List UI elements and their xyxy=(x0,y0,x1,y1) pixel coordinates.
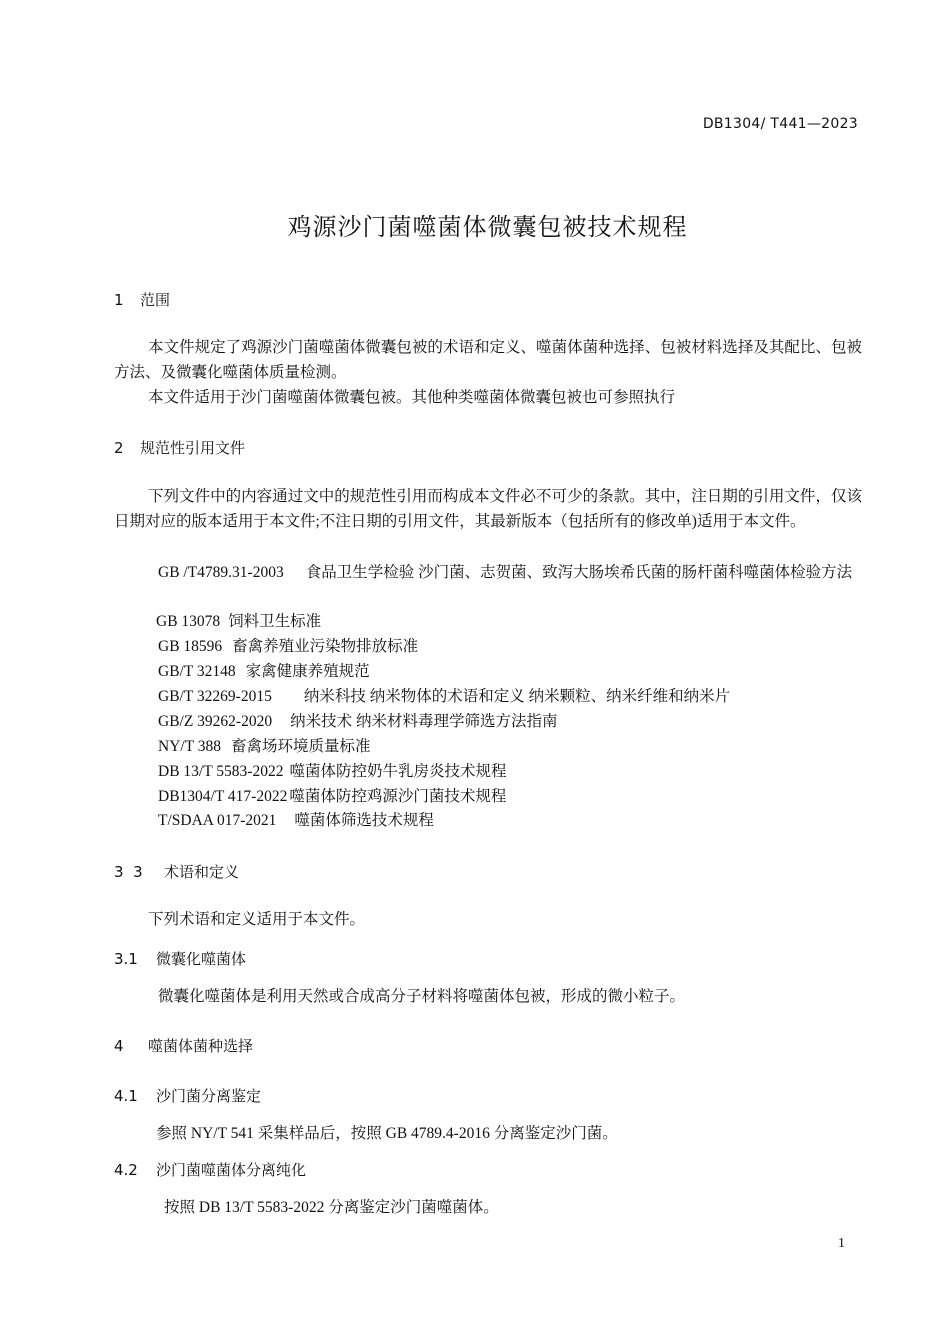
reference-code: GB /T4789.31-2003 xyxy=(158,564,284,581)
section-number: 3 3 xyxy=(114,863,143,881)
paragraph: 微囊化噬菌体是利用天然或合成高分子材料将噬菌体包被，形成的微小粒子。 xyxy=(158,988,686,1005)
reference-code: GB 13078 xyxy=(156,613,221,630)
section-number: 2 xyxy=(114,439,124,457)
reference-name: 噬菌体防控奶牛乳房炎技术规程 xyxy=(289,763,507,780)
reference-code: T/SDAA 017-2021 xyxy=(158,812,277,829)
reference-code: DB 13/T 5583-2022 xyxy=(158,763,284,780)
paragraph: 按照 DB 13/T 5583-2022 分离鉴定沙门菌噬菌体。 xyxy=(164,1199,499,1216)
document-code: DB1304/ T441—2023 xyxy=(702,116,858,132)
paragraph: 下列术语和定义适用于本文件。 xyxy=(148,911,366,928)
section-number: 4 xyxy=(114,1037,124,1055)
section-heading-4 xyxy=(114,1035,253,1056)
section-number: 1 xyxy=(114,291,124,309)
paragraph: 下列文件中的内容通过文中的规范性引用而构成本文件必不可少的条款。其中，注日期的引用文件，仅该日期对应的版本适用于本文件;不注日期的引用文件，其最新版本（包括所有的修改单)适用于本文件。 xyxy=(114,488,862,530)
reference-code: GB/T 32269-2015 xyxy=(158,688,272,705)
subsection-heading-4-2 xyxy=(114,1159,306,1180)
reference-item xyxy=(158,684,730,709)
reference-item xyxy=(114,560,862,585)
section-title: 沙门菌分离鉴定 xyxy=(156,1087,262,1105)
section-heading-1 xyxy=(114,289,170,310)
reference-item xyxy=(158,808,434,833)
subsection-heading-3-1 xyxy=(114,948,246,969)
section-title: 微囊化噬菌体 xyxy=(156,950,247,968)
reference-item xyxy=(156,609,321,634)
reference-name: 食品卫生学检验 沙门菌、志贺菌、致泻大肠埃希氏菌的肠杆菌科噬菌体检验方法 xyxy=(305,564,853,581)
paragraph: 本文件规定了鸡源沙门菌噬菌体微囊包被的术语和定义、噬菌体菌种选择、包被材料选择及其配比、包被方法、及微囊化噬菌体质量检测。 xyxy=(114,339,862,381)
reference-name: 纳米科技 纳米物体的术语和定义 纳米颗粒、纳米纤维和纳米片 xyxy=(303,688,731,705)
reference-code: DB1304/T 417-2022 xyxy=(158,788,288,805)
reference-code: NY/T 388 xyxy=(158,738,222,755)
reference-item xyxy=(158,759,506,784)
reference-item xyxy=(158,659,370,684)
reference-code: GB 18596 xyxy=(158,638,223,655)
section-title: 规范性引用文件 xyxy=(140,439,246,457)
section-title: 范围 xyxy=(140,291,171,309)
page-title: 鸡源沙门菌噬菌体微囊包被技术规程 xyxy=(287,213,688,241)
section-number: 4.2 xyxy=(114,1161,138,1179)
reference-name: 噬菌体筛选技术规程 xyxy=(294,812,434,829)
reference-name: 饲料卫生标准 xyxy=(228,613,322,630)
reference-item xyxy=(158,784,506,809)
section-title: 沙门菌噬菌体分离纯化 xyxy=(156,1161,307,1179)
reference-name: 纳米技术 纳米材料毒理学筛选方法指南 xyxy=(290,713,558,730)
paragraph: 本文件适用于沙门菌噬菌体微囊包被。其他种类噬菌体微囊包被也可参照执行 xyxy=(148,389,676,406)
reference-item xyxy=(158,734,371,759)
reference-name: 噬菌体防控鸡源沙门菌技术规程 xyxy=(289,788,507,805)
reference-name: 家禽健康养殖规范 xyxy=(245,663,370,680)
section-title: 噬菌体菌种选择 xyxy=(148,1037,254,1055)
section-number: 3.1 xyxy=(114,950,138,968)
subsection-heading-4-1 xyxy=(114,1085,261,1106)
section-heading-2 xyxy=(114,437,245,458)
reference-code: GB/T 32148 xyxy=(158,663,236,680)
reference-item xyxy=(158,709,557,734)
paragraph: 参照 NY/T 541 采集样品后，按照 GB 4789.4-2016 分离鉴定沙门菌。 xyxy=(156,1125,618,1142)
reference-name: 畜禽场环境质量标准 xyxy=(231,738,371,755)
reference-name: 畜禽养殖业污染物排放标准 xyxy=(232,638,419,655)
reference-item xyxy=(158,634,418,659)
section-number: 4.1 xyxy=(114,1087,138,1105)
page-number: 1 xyxy=(838,1236,845,1251)
section-heading-3 xyxy=(114,861,239,882)
reference-code: GB/Z 39262-2020 xyxy=(158,713,273,730)
section-title: 术语和定义 xyxy=(164,863,240,881)
